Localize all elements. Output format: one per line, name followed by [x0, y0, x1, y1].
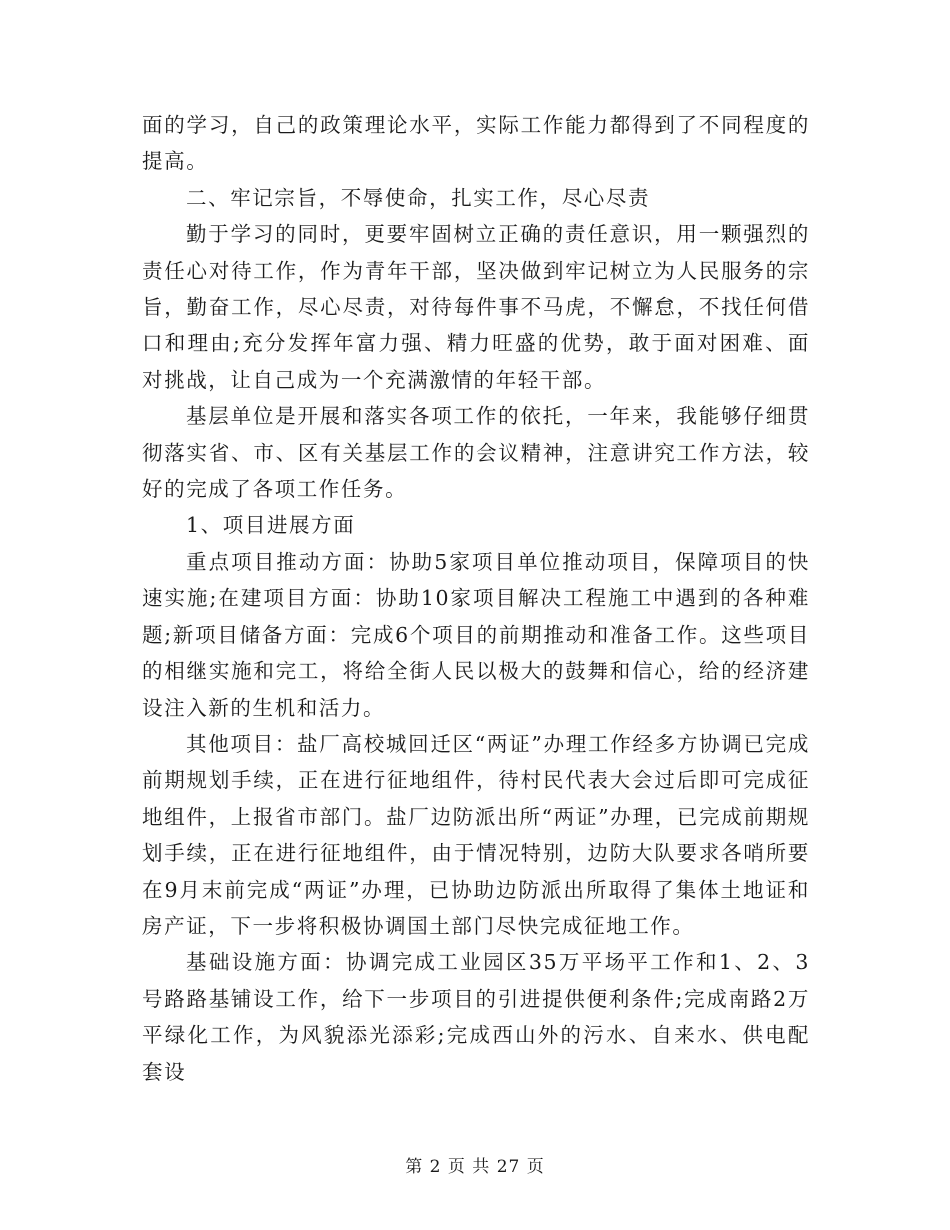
subsection-heading: 1、项目进展方面	[186, 513, 356, 538]
document-body	[142, 107, 810, 1090]
page-footer	[0, 1152, 950, 1177]
paragraph-continuation: 面的学习，自己的政策理论水平，实际工作能力都得到了不同程度的提高。	[142, 113, 810, 174]
section-heading: 二、牢记宗旨，不辱使命，扎实工作，尽心尽责	[186, 185, 651, 210]
paragraph-other-projects: 其他项目：盐厂高校城回迁区“两证”办理工作经多方协调已完成前期规划手续，正在进行征地组件，待村民代表大会过后即可完成征地组件，上报省市部门。盐厂边防派出所“两证”办理，已完成前期规划手续，正在进行征地组件，由于情况特别，边防大队要求各哨所要在9月末前完成“两证”办理，已协助边防派出所取得了集体土地证和房产证，下一步将积极协调国土部门尽快完成征地工作。	[142, 731, 810, 938]
page-number-label: 第 2 页 共 27 页	[405, 1157, 545, 1177]
paragraph-responsibility: 勤于学习的同时，更要牢固树立正确的责任意识，用一颗强烈的责任心对待工作，作为青年干部，坚决做到牢记树立为人民服务的宗旨，勤奋工作，尽心尽责，对待每件事不马虎，不懈怠，不找任何借口和理由;充分发挥年富力强、精力旺盛的优势，敢于面对困难、面对挑战，让自己成为一个充满激情的年轻干部。	[142, 222, 810, 392]
paragraph-key-projects: 重点项目推动方面：协助5家项目单位推动项目，保障项目的快速实施;在建项目方面：协助10家项目解决工程施工中遇到的各种难题;新项目储备方面：完成6个项目的前期推动和准备工作。这些项目的相继实施和完工，将给全街人民以极大的鼓舞和信心，给的经济建设注入新的生机和活力。	[142, 549, 810, 720]
paragraph-grassroots: 基层单位是开展和落实各项工作的依托，一年来，我能够仔细贯彻落实省、市、区有关基层工作的会议精神，注意讲究工作方法，较好的完成了各项工作任务。	[142, 404, 810, 502]
paragraph-infrastructure: 基础设施方面：协调完成工业园区35万平场平工作和1、2、3号路路基铺设工作，给下一步项目的引进提供便利条件;完成南路2万平绿化工作，为风貌添光添彩;完成西山外的污水、自来水、供电配套设	[142, 950, 810, 1084]
